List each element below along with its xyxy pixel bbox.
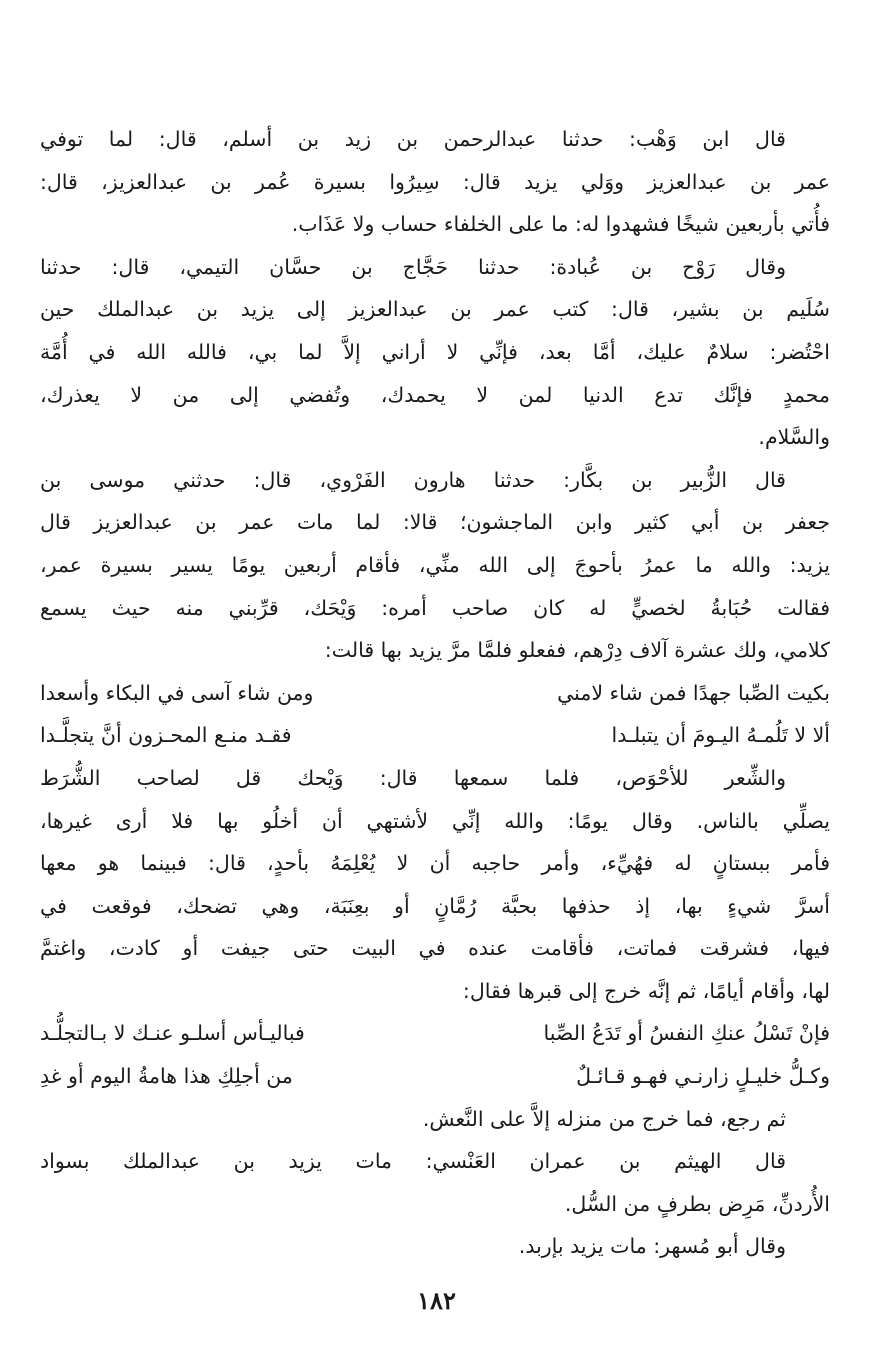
text-line: قال ابن وَهْب: حدثنا عبدالرحمن بن زيد بن أسلم، قال: لما توفي bbox=[40, 127, 786, 151]
verse-first-hemistich: بكيت الصِّبا جهدًا فمن شاء لامني bbox=[557, 680, 830, 705]
text-line: سُلَيم بن بشير، قال: كتب عمر بن عبدالعزيز إلى يزيد بن عبدالملك حين bbox=[40, 297, 830, 322]
page-number: ١٨٢ bbox=[417, 1286, 456, 1315]
verse-first-hemistich: فإنْ تَسْلُ عنكِ النفسُ أو تَدَعُ الصِّبا bbox=[543, 1021, 830, 1046]
text-line: فأمر ببستانٍ له فهُيِّء، وأمر حاجبه أن لا يُعْلِمَهُ بأحدٍ، قال: فبينما هو معها bbox=[40, 851, 830, 876]
text-line: جعفر بن أبي كثير وابن الماجشون؛ قالا: لما مات عمر بن عبدالعزيز قال bbox=[40, 510, 830, 535]
text-line: الأُردنِّ، مَرِض بطرفٍ من السُّل. bbox=[564, 1191, 830, 1216]
text-line: فيها، فشرقت فماتت، فأقامت عنده في البيت حتى جيفت أو كادت، واغتمَّ bbox=[40, 936, 830, 961]
text-line: احْتُضر: سلامٌ عليك، أمَّا بعد، فإنِّي لا أراني إلاَّ لما بي، فالله الله في أُمَّة bbox=[40, 339, 830, 364]
verse-first-hemistich: وكـلُّ خليـلٍ زارنـي فهـو قـائـلٌ bbox=[576, 1064, 830, 1089]
text-line: يصلِّي بالناس. وقال يومًا: والله إنِّي لأشتهي أن أخلُو بها فلا أرى غيرها، bbox=[40, 808, 830, 833]
poem-verse bbox=[40, 714, 830, 757]
text-line: فأُتي بأربعين شيخًا فشهدوا له: ما على الخلفاء حساب ولا عَذَاب. bbox=[291, 212, 830, 237]
text-line: وقال أبو مُسهر: مات يزيد بإربد. bbox=[518, 1234, 786, 1259]
poem-verse bbox=[40, 672, 830, 715]
text-line: كلامي، ولك عشرة آلاف دِرْهم، ففعلو فلمَّا مرَّ يزيد بها قالت: bbox=[324, 638, 830, 663]
text-line: والسَّلام. bbox=[758, 425, 830, 450]
poem-verse bbox=[40, 1055, 830, 1098]
text-line: قال الزُّبير بن بكَّار: حدثنا هارون الفَرْوي، قال: حدثني موسى بن bbox=[40, 467, 786, 492]
text-line: لها، وأقام أيامًا، ثم إنَّه خرج إلى قبرها فقال: bbox=[462, 978, 830, 1003]
verse-second-hemistich: من أجلِكِ هذا هامةُ اليوم أو غدِ bbox=[40, 1064, 293, 1089]
text-line: وقال رَوْح بن عُبادة: حدثنا حَجَّاج بن حسَّان التيمي، قال: حدثنا bbox=[40, 254, 786, 279]
poem-verse bbox=[40, 1012, 830, 1055]
verse-first-hemistich: ألا لا تَلُمـهُ اليـومَ أن يتبلـدا bbox=[611, 723, 830, 748]
text-line: والشِّعر للأحْوَص، فلما سمعها قال: وَيْحك قل لصاحب الشُّرَط bbox=[40, 765, 786, 790]
verse-second-hemistich: ومن شاء آسى في البكاء وأسعدا bbox=[40, 680, 314, 705]
text-line: أسرَّ شيءٍ بها، إذ حذفها بحبَّة رُمَّانٍ أو بعِنَبَة، وهي تضحك، فوقعت في bbox=[40, 893, 830, 918]
page-body bbox=[40, 118, 830, 1268]
verse-second-hemistich: فقـد منـع المحـزون أنَّ يتجلَّـدا bbox=[40, 723, 292, 748]
text-line: يزيد: والله ما عمرُ بأحوجَ إلى الله منِّي، فأقام أربعين يومًا يسير بسيرة عمر، bbox=[40, 552, 830, 577]
text-line: قال الهيثم بن عمران العَنْسي: مات يزيد بن عبدالملك بسواد bbox=[40, 1149, 786, 1174]
text-line: محمدٍ فإنَّك تدع الدنيا لمن لا يحمدك، وتُفضي إلى من لا يعذرك، bbox=[40, 382, 830, 407]
verse-second-hemistich: فباليـأس أسلـو عنـك لا بـالتجلُّـد bbox=[40, 1021, 305, 1046]
text-line: ثم رجع، فما خرج من منزله إلاَّ على النَّعش. bbox=[422, 1106, 786, 1131]
text-line: فقالت حُبَابةُ لخصيٍّ له كان صاحب أمره: وَيْحَك، قرِّبني منه حيث يسمع bbox=[40, 595, 830, 620]
text-line: عمر بن عبدالعزيز ووَلي يزيد قال: سِيرُوا بسيرة عُمر بن عبدالعزيز، قال: bbox=[40, 169, 830, 194]
